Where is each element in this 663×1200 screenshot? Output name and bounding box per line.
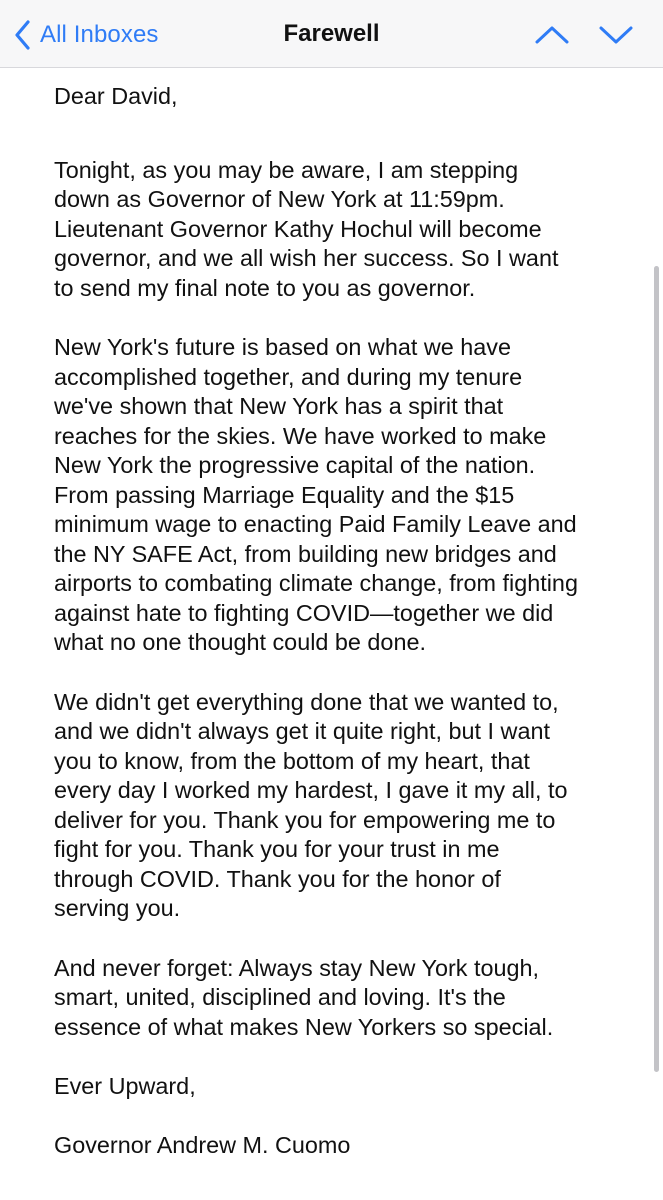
back-button-label: All Inboxes [40,21,159,48]
chevron-left-icon [14,20,30,50]
chevron-down-icon [598,25,634,45]
email-greeting: Dear David, [54,83,178,109]
email-signature: Governor Andrew M. Cuomo [54,1131,351,1158]
email-closing: Ever Upward, [54,1073,196,1099]
navigation-bar [0,0,663,68]
email-paragraph: We didn't get everything done that we wanted to, and we didn't always get it quite right, but I want you to know, from the bottom of my heart, that every day I worked my hardest, I gave it my all, to deliver for you. Thank you for empowering me to fight for you. Thank you for your trust in me through COVID. Thank you for the honor of serving you. [54,688,568,921]
chevron-up-icon [534,25,570,45]
vertical-scrollbar[interactable] [654,266,659,1072]
back-to-all-inboxes-button[interactable] [14,14,159,56]
email-body [54,82,634,1160]
email-paragraph: And never forget: Always stay New York tough, smart, united, disciplined and loving. It's the essence of what makes New Yorkers so special. [54,954,554,1040]
previous-message-button[interactable] [532,20,572,50]
next-message-button[interactable] [596,20,636,50]
email-paragraph: Tonight, as you may be aware, I am stepping down as Governor of New York at 11:59pm. Lieutenant Governor Kathy Hochul will become governor, and we all wish her success. So I want to send my final note to you as governor. [54,156,559,301]
email-subject-title: Farewell [283,20,380,47]
email-paragraph: New York's future is based on what we have accomplished together, and during my tenure we've shown that New York has a spirit that reaches for the skies. We have worked to make New York the progressive capital of the nation. From passing Marriage Equality and the $15 minimum wage to enacting Paid Family Leave and the NY SAFE Act, from building new bridges and airports to combating climate change, from fighting against hate to fighting COVID—together we did what no one thought could be done. [54,334,578,655]
